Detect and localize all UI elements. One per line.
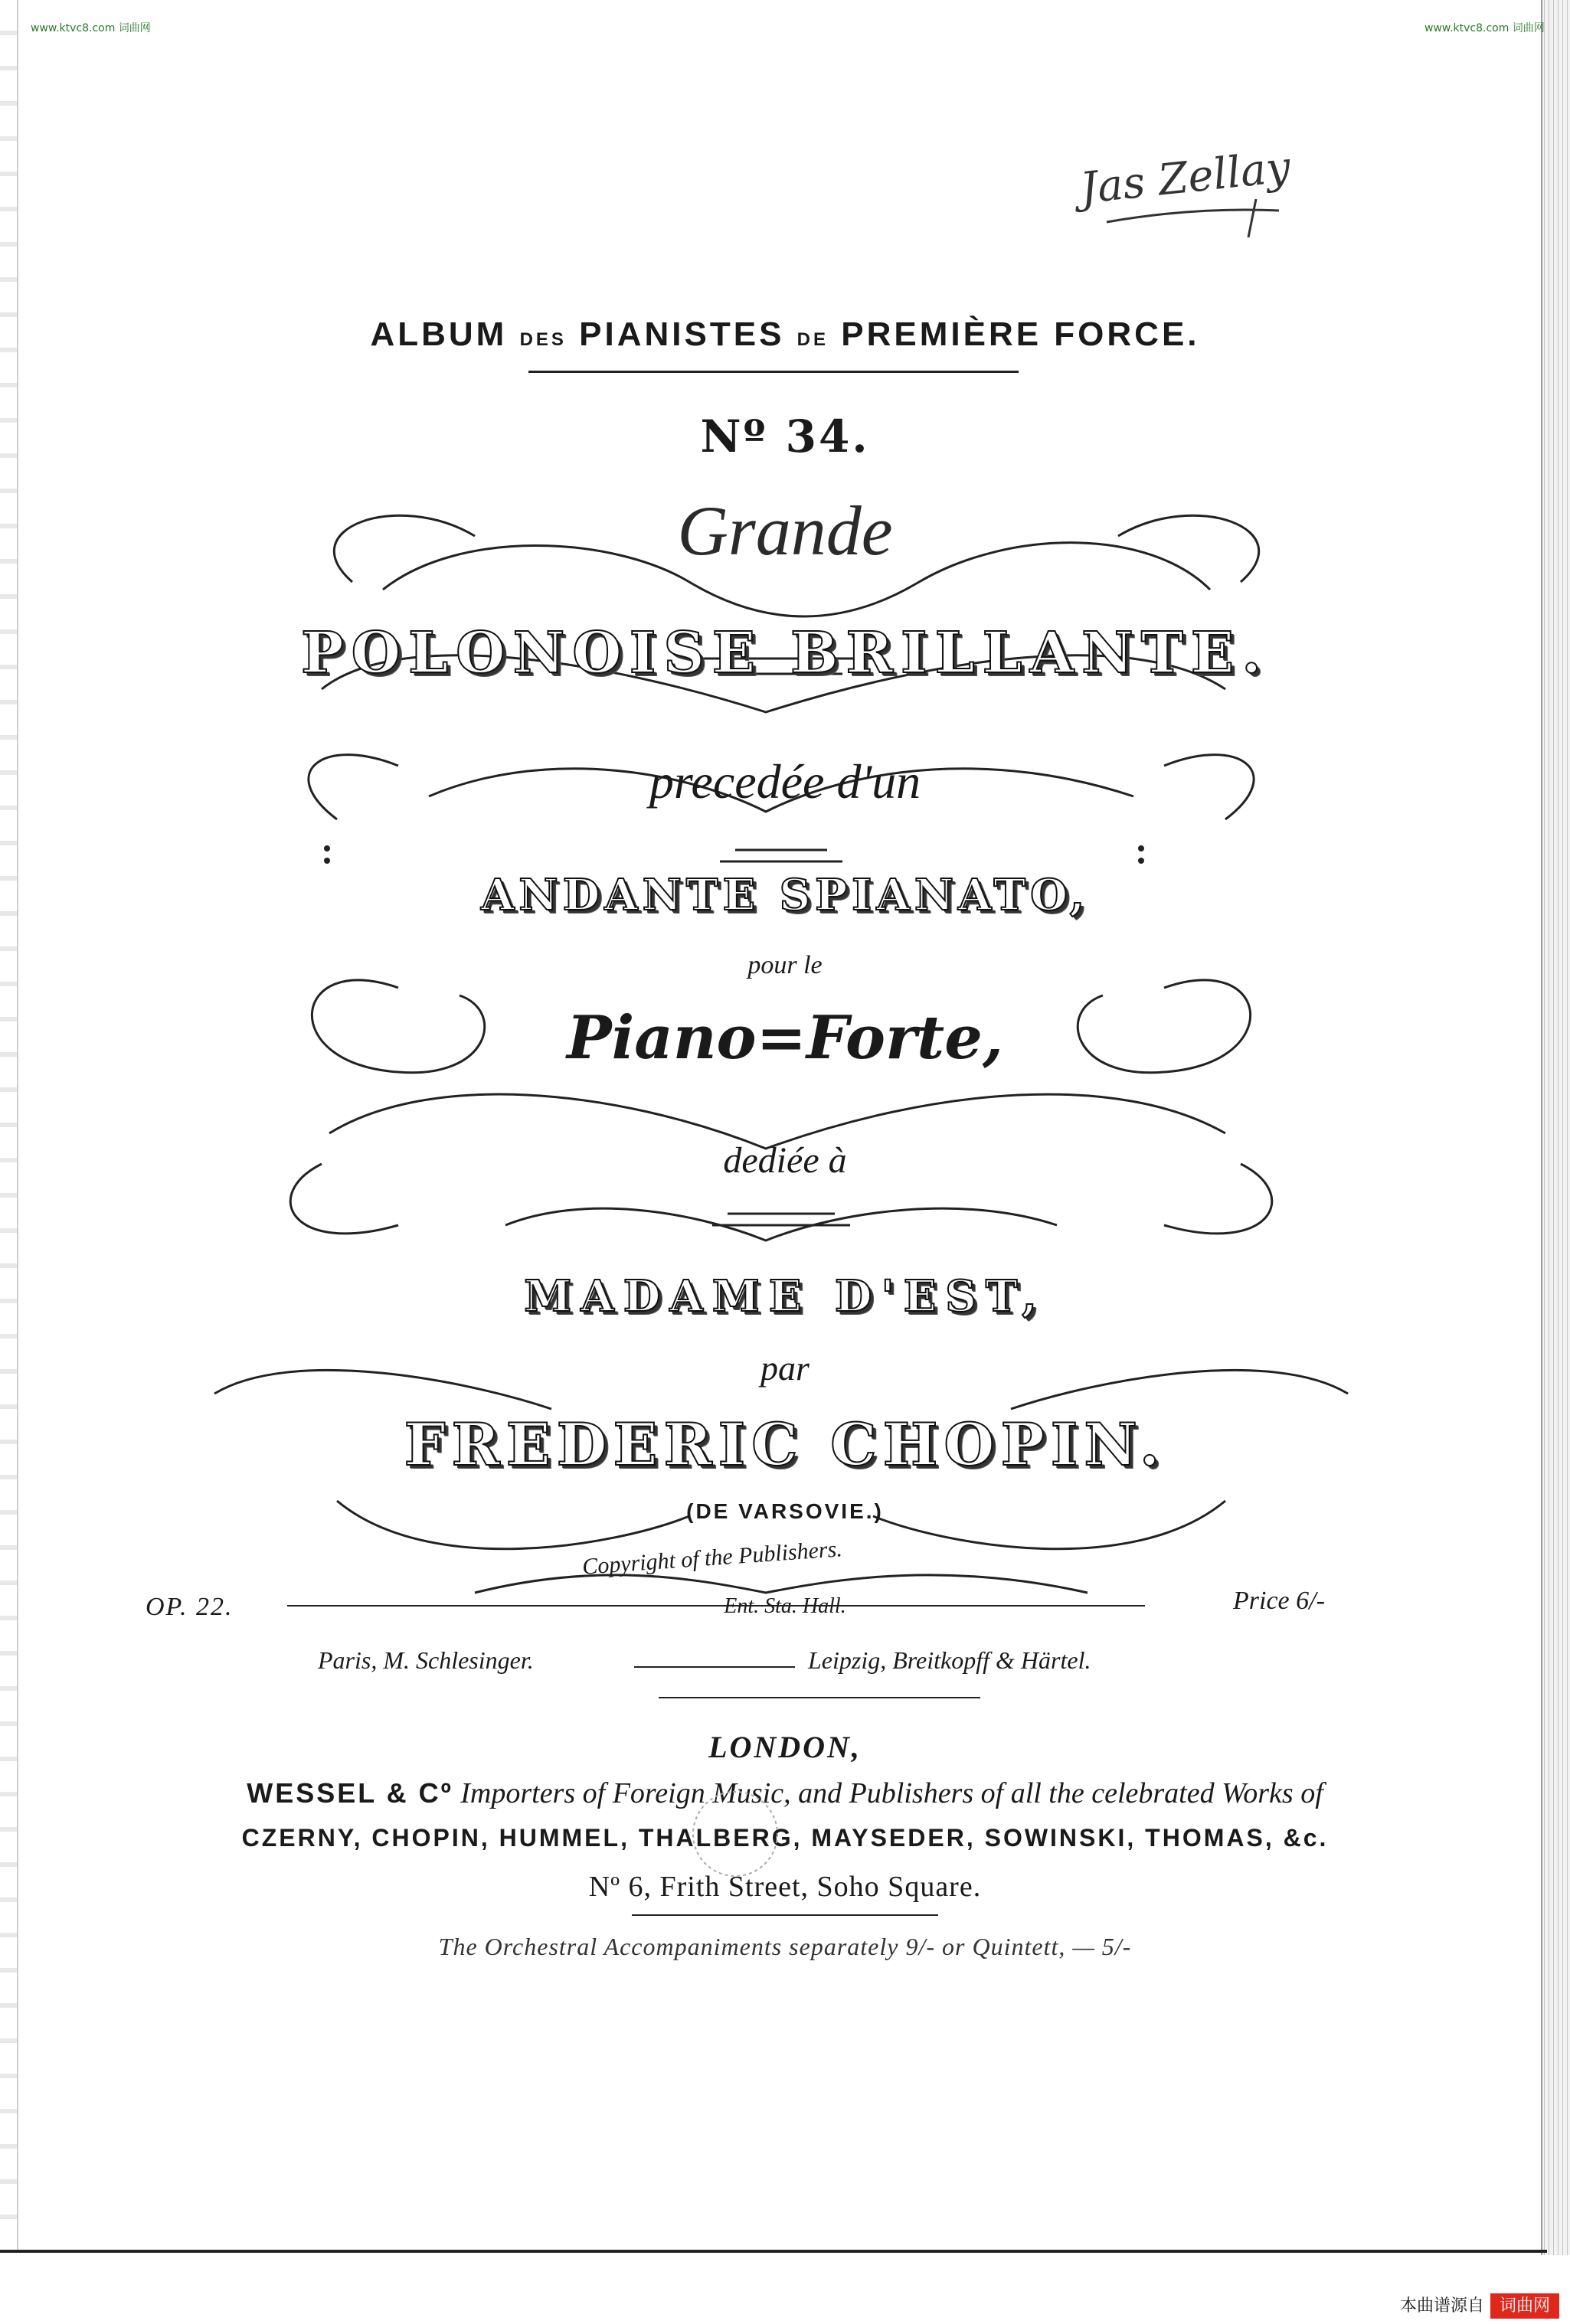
- wessel-line: [0, 1777, 1570, 1810]
- watermark-right: www.ktvc8.com 词曲网: [1424, 22, 1545, 34]
- footer-watermark-prefix: 本曲谱源自: [1399, 2296, 1484, 2316]
- andante-spianato-title: ANDANTE SPIANATO,: [480, 870, 1090, 920]
- publisher-underline: [659, 1697, 980, 1698]
- pianistes-word: PIANISTES: [579, 315, 785, 353]
- de-word: DE: [796, 329, 829, 350]
- price-label: Price 6/-: [1233, 1587, 1325, 1615]
- publisher-address: Nº 6, Frith Street, Soho Square.: [588, 1871, 982, 1903]
- grande-script: Grande: [677, 492, 893, 570]
- composer-name: FREDERIC CHOPIN.: [404, 1410, 1166, 1479]
- dediee-script: dediée à: [723, 1140, 847, 1181]
- footer-watermark-brand: 词曲网: [1490, 2293, 1559, 2319]
- london-heading: LONDON,: [708, 1730, 862, 1764]
- composers-list: CZERNY, CHOPIN, HUMMEL, THALBERG, MAYSEDER, SOWINSKI, THOMAS, &c.: [241, 1824, 1329, 1852]
- wessel-name: WESSEL & Cº: [247, 1777, 453, 1809]
- pour-le-script: pour le: [747, 951, 823, 979]
- copyright-line: Copyright of the Publishers.: [581, 1536, 843, 1580]
- madame-dest-title: MADAME D'EST,: [524, 1271, 1046, 1322]
- number-label: Nº 34.: [700, 410, 870, 463]
- par-script: par: [760, 1348, 810, 1388]
- piano-forte-title: Piano=Forte,: [567, 1003, 1003, 1073]
- precedee-script: precedée d'un: [649, 754, 921, 809]
- footer-watermark: [1400, 2293, 1559, 2316]
- polonoise-brillante-title: POLONOISE BRILLANTE.: [301, 620, 1269, 686]
- handwritten-signature: Jas Zellay: [1078, 142, 1293, 214]
- album-word: ALBUM: [370, 315, 508, 353]
- orchestral-accompaniment-note: The Orchestral Accompaniments separately 9/- or Quintett, — 5/-: [438, 1933, 1132, 1960]
- opus-number: OP. 22.: [146, 1593, 234, 1621]
- wessel-description: Importers of Foreign Music, and Publishers of all the celebrated Works of: [460, 1777, 1323, 1809]
- watermark-left: www.ktvc8.com 词曲网: [31, 22, 151, 34]
- des-word: DES: [519, 329, 567, 350]
- bottom-page-edge: [0, 2250, 1547, 2253]
- entered-stationers-hall: Ent. Sta. Hall.: [724, 1594, 846, 1618]
- paris-publisher: Paris, M. Schlesinger.: [318, 1646, 534, 1674]
- de-varsovie: (DE VARSOVIE.): [686, 1499, 884, 1523]
- library-stamp-icon: [685, 1784, 785, 1884]
- address-underline: [632, 1914, 938, 1916]
- premiere-force-word: PREMIÈRE FORCE.: [841, 315, 1200, 353]
- leipzig-publisher: Leipzig, Breitkopff & Härtel.: [808, 1646, 1091, 1674]
- publisher-dash: [634, 1666, 795, 1668]
